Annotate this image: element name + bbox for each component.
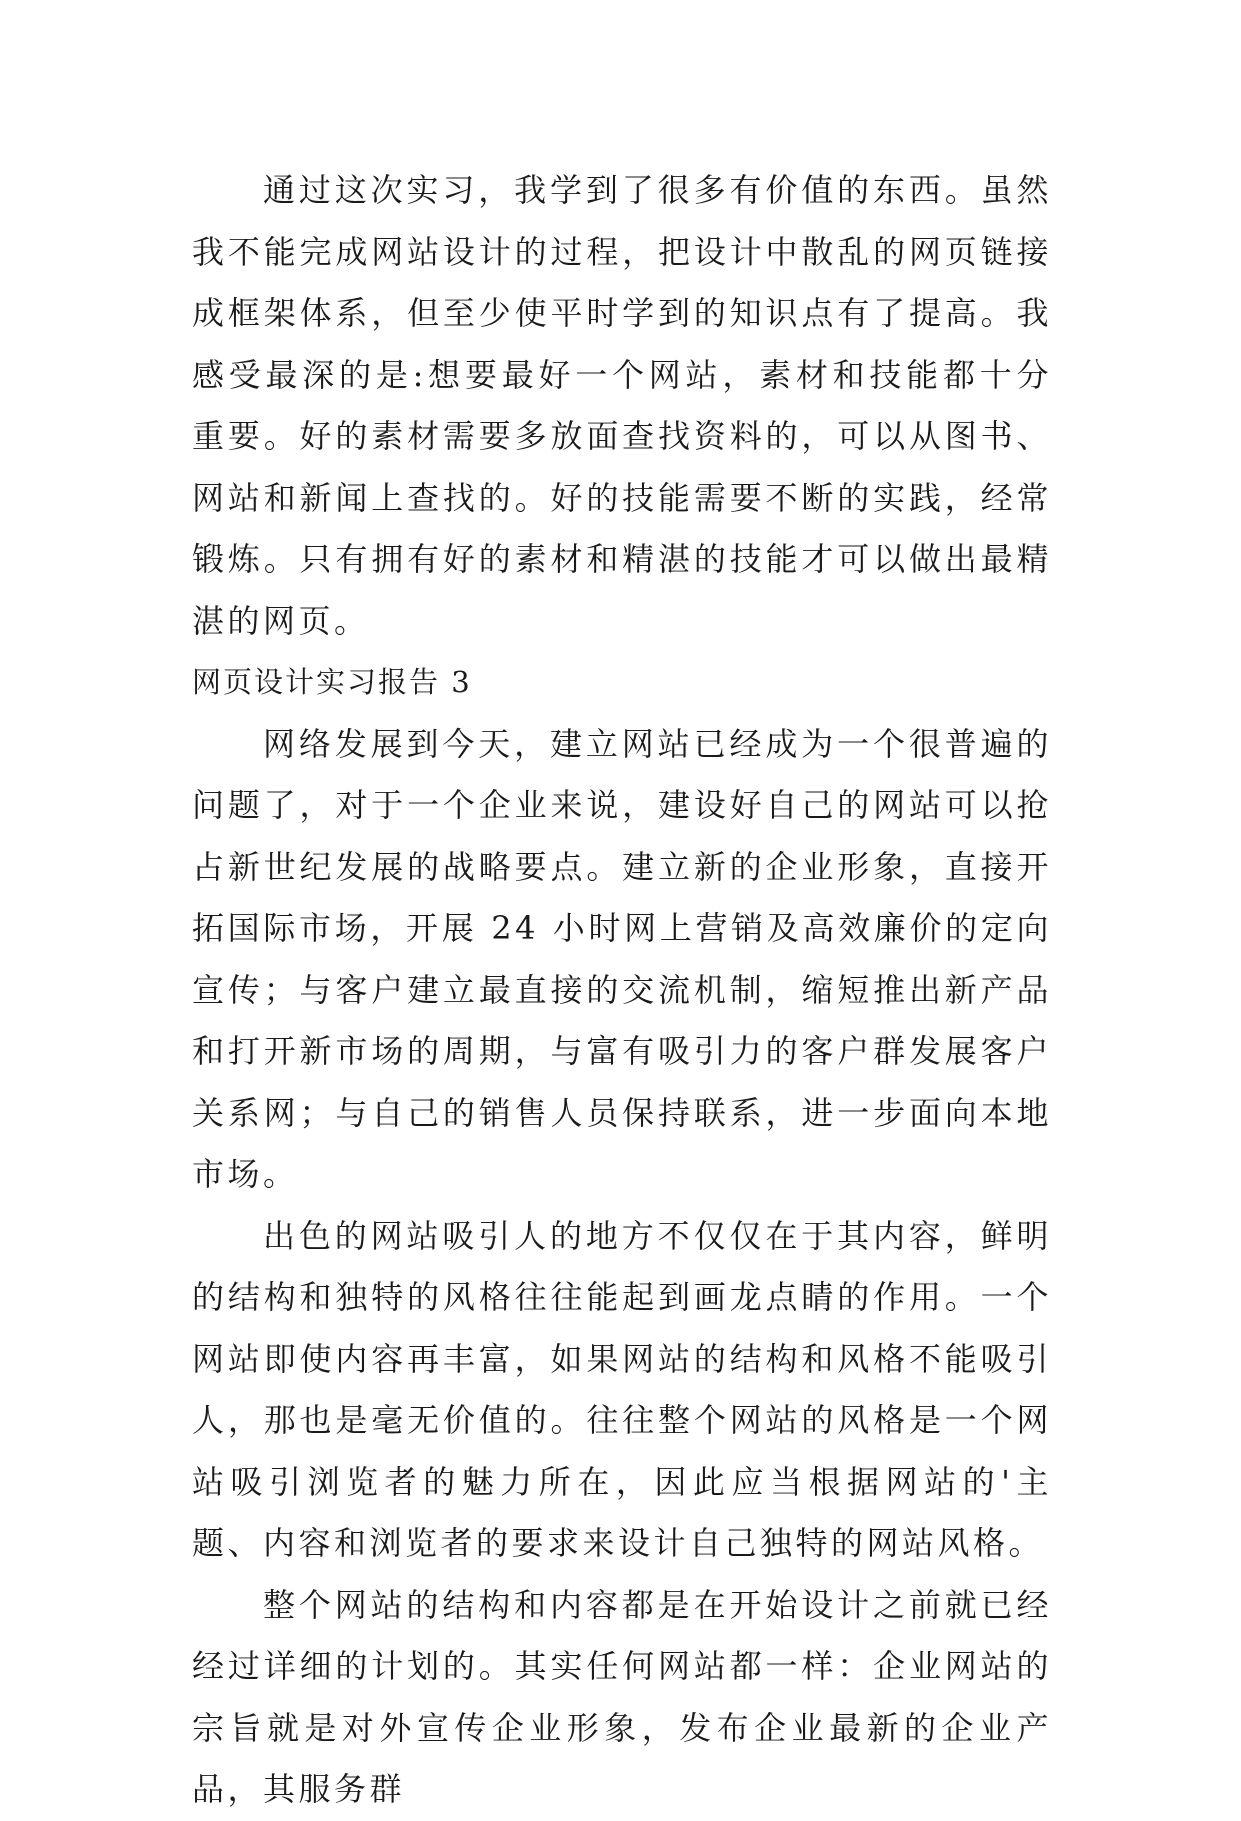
paragraph-internship-reflection: 通过这次实习，我学到了很多有价值的东西。虽然我不能完成网站设计的过程，把设计中散乱的网页链接成框架体系，但至少使平时学到的知识点有了提高。我感受最深的是:想要最好一个网站，素材和技能都十分重要。好的素材需要多放面查找资料的，可以从图书、网站和新闻上查找的。好的技能需要不断的实践，经常锻炼。只有拥有好的素材和精湛的技能才可以做出最精湛的网页。 [192,171,1052,640]
paragraph-website-development: 网络发展到今天，建立网站已经成为一个很普遍的问题了，对于一个企业来说，建设好自己的网站可以抢占新世纪发展的战略要点。建立新的企业形象，直接开拓国际市场，开展 24 小时网上营销及高效廉价的定向宣传；与客户建立最直接的交流机制，缩短推出新产品和打开新市场的周期，与富有吸引力的客户群发展客户关系网；与自己的销售人员保持联系，进一步面向本地市场。 [192,724,1052,1193]
section-title: 网页设计实习报告 3 [192,665,472,699]
paragraph-website-structure: 整个网站的结构和内容都是在开始设计之前就已经经过详细的计划的。其实任何网站都一样：企业网站的宗旨就是对外宣传企业形象，发布企业最新的企业产品，其服务群 [192,1585,1052,1808]
paragraph-website-style: 出色的网站吸引人的地方不仅仅在于其内容，鲜明的结构和独特的风格往往能起到画龙点睛的作用。一个网站即使内容再丰富，如果网站的结构和风格不能吸引人，那也是毫无价值的。往往整个网站的风格是一个网站吸引浏览者的魅力所在，因此应当根据网站的'主题、内容和浏览者的要求来设计自己独特的网站风格。 [192,1216,1052,1562]
document-body [192,160,1052,1821]
